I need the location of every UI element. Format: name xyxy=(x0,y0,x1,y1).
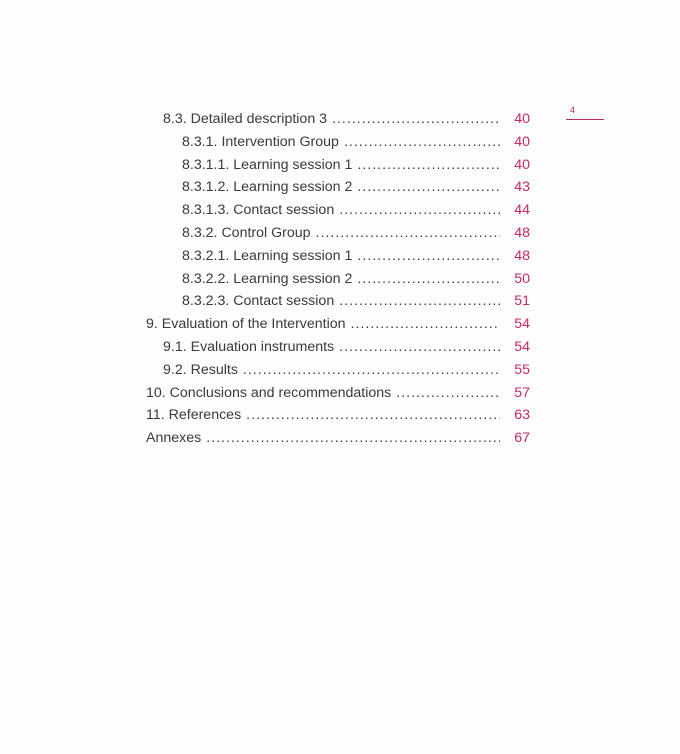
toc-entry-page: 67 xyxy=(514,430,530,447)
toc-entry-label: 8.3.1.3. Contact session xyxy=(182,202,335,219)
toc-dot-leader xyxy=(344,131,500,154)
toc-entry[interactable] xyxy=(146,131,532,154)
toc-entry[interactable] xyxy=(146,268,532,291)
toc-entry[interactable] xyxy=(146,222,532,245)
toc-dot-leader xyxy=(357,154,500,177)
toc-dot-leader xyxy=(206,427,500,450)
toc-entry-label: 8.3.2.3. Contact session xyxy=(182,293,335,310)
toc-entry-page: 50 xyxy=(514,270,530,287)
toc-entry[interactable] xyxy=(146,199,532,222)
toc-entry-page: 54 xyxy=(514,338,530,355)
toc-dot-leader xyxy=(357,245,500,268)
toc-entry-label: 8.3.2. Control Group xyxy=(182,224,311,241)
toc-dot-leader xyxy=(351,313,500,336)
page-number: 4 xyxy=(570,105,576,115)
toc-entry[interactable] xyxy=(146,154,532,177)
toc-entry-page: 48 xyxy=(514,247,530,264)
toc-dot-leader xyxy=(339,336,500,359)
toc-entry-page: 44 xyxy=(514,202,530,219)
toc-entry-page: 40 xyxy=(514,111,530,127)
toc-entry-label: Annexes xyxy=(146,430,202,447)
toc-entry[interactable] xyxy=(146,359,532,382)
toc-entry-page: 55 xyxy=(514,361,530,378)
toc-entry-label: 8.3.1.2. Learning session 2 xyxy=(182,179,353,196)
toc-entry[interactable] xyxy=(146,245,532,268)
toc-dot-leader xyxy=(332,108,500,131)
toc-entry-label: 8.3.2.2. Learning session 2 xyxy=(182,270,353,287)
toc-entry-label: 8.3.1. Intervention Group xyxy=(182,133,339,150)
table-of-contents xyxy=(146,108,532,450)
toc-entry[interactable] xyxy=(146,290,532,313)
toc-entry-page: 54 xyxy=(514,316,530,333)
toc-entry[interactable] xyxy=(146,336,532,359)
toc-entry[interactable] xyxy=(146,108,532,131)
toc-dot-leader xyxy=(357,268,500,291)
toc-dot-leader xyxy=(339,290,500,313)
toc-entry-page: 48 xyxy=(514,224,530,241)
toc-dot-leader xyxy=(246,404,500,427)
toc-entry-label: 10. Conclusions and recommendations xyxy=(146,384,392,401)
toc-entry[interactable] xyxy=(146,404,532,427)
toc-entry-page: 43 xyxy=(514,179,530,196)
toc-entry[interactable] xyxy=(146,427,532,450)
toc-entry[interactable] xyxy=(146,382,532,405)
toc-entry-label: 9.2. Results xyxy=(163,361,238,378)
page-number-rule xyxy=(566,119,604,120)
toc-dot-leader xyxy=(243,359,500,382)
toc-dot-leader xyxy=(339,199,500,222)
toc-entry[interactable] xyxy=(146,176,532,199)
toc-dot-leader xyxy=(396,382,500,405)
toc-entry-label: 9. Evaluation of the Intervention xyxy=(146,316,346,333)
toc-dot-leader xyxy=(316,222,500,245)
toc-entry-page: 57 xyxy=(514,384,530,401)
toc-entry[interactable] xyxy=(146,313,532,336)
toc-entry-label: 11. References xyxy=(146,407,242,424)
toc-entry-page: 40 xyxy=(514,133,530,150)
toc-dot-leader xyxy=(357,176,500,199)
toc-entry-label: 8.3.2.1. Learning session 1 xyxy=(182,247,353,264)
toc-entry-label: 8.3.1.1. Learning session 1 xyxy=(182,156,353,173)
toc-entry-label: 8.3. Detailed description 3 xyxy=(163,111,328,127)
toc-entry-page: 51 xyxy=(514,293,530,310)
toc-entry-page: 63 xyxy=(514,407,530,424)
toc-entry-label: 9.1. Evaluation instruments xyxy=(163,338,335,355)
toc-entry-page: 40 xyxy=(514,156,530,173)
